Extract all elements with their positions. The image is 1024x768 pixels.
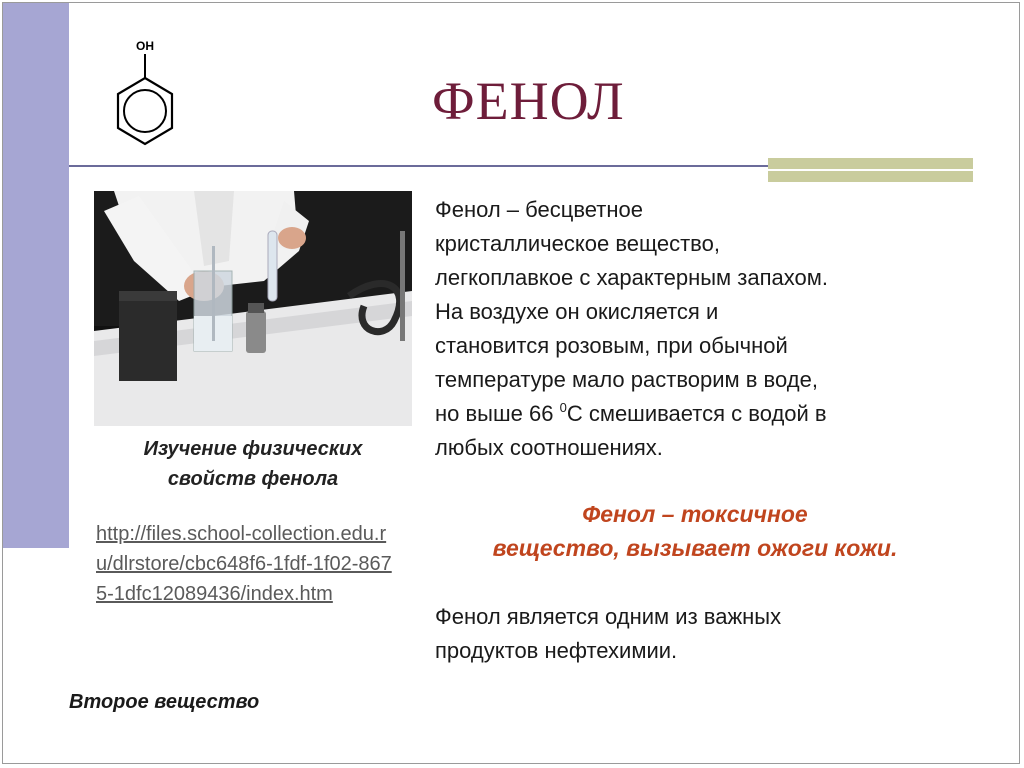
degree-superscript: 0 [559, 400, 567, 415]
left-accent-bar [3, 3, 69, 548]
school-collection-link[interactable]: http://files.school-collection.edu.ru/dlrstore/cbc648f6-1fdf-1f02-8675-1dfc12089436/index.htm [96, 523, 392, 605]
description-text-end: С смешивается с водой в любых соотношениях. [435, 401, 827, 460]
phenol-structure-diagram [102, 36, 182, 166]
description-text: Фенол – бесцветное кристаллическое вещество, легкоплавкое с характерным запахом. На воздухе он окисляется и становится розовым, при обычной температуре мало растворим в воде, но выше 66 [435, 197, 828, 426]
toxicity-warning: Фенол – токсичное вещество, вызывает ожоги кожи. [492, 501, 898, 561]
photo-caption-line2: свойств фенола [167, 468, 339, 490]
accent-stripe [768, 158, 973, 182]
second-substance-link[interactable]: Второе вещество [69, 691, 260, 713]
phenol-description [435, 193, 955, 465]
petrochemistry-note: Фенол является одним из важных продуктов нефтехимии. [435, 604, 782, 663]
oh-label: OH [136, 39, 154, 53]
lab-photo [94, 191, 412, 426]
photo-caption [94, 434, 412, 494]
slide-title: ФЕНОЛ [432, 71, 625, 131]
photo-caption-line1: Изучение физических [143, 438, 363, 460]
